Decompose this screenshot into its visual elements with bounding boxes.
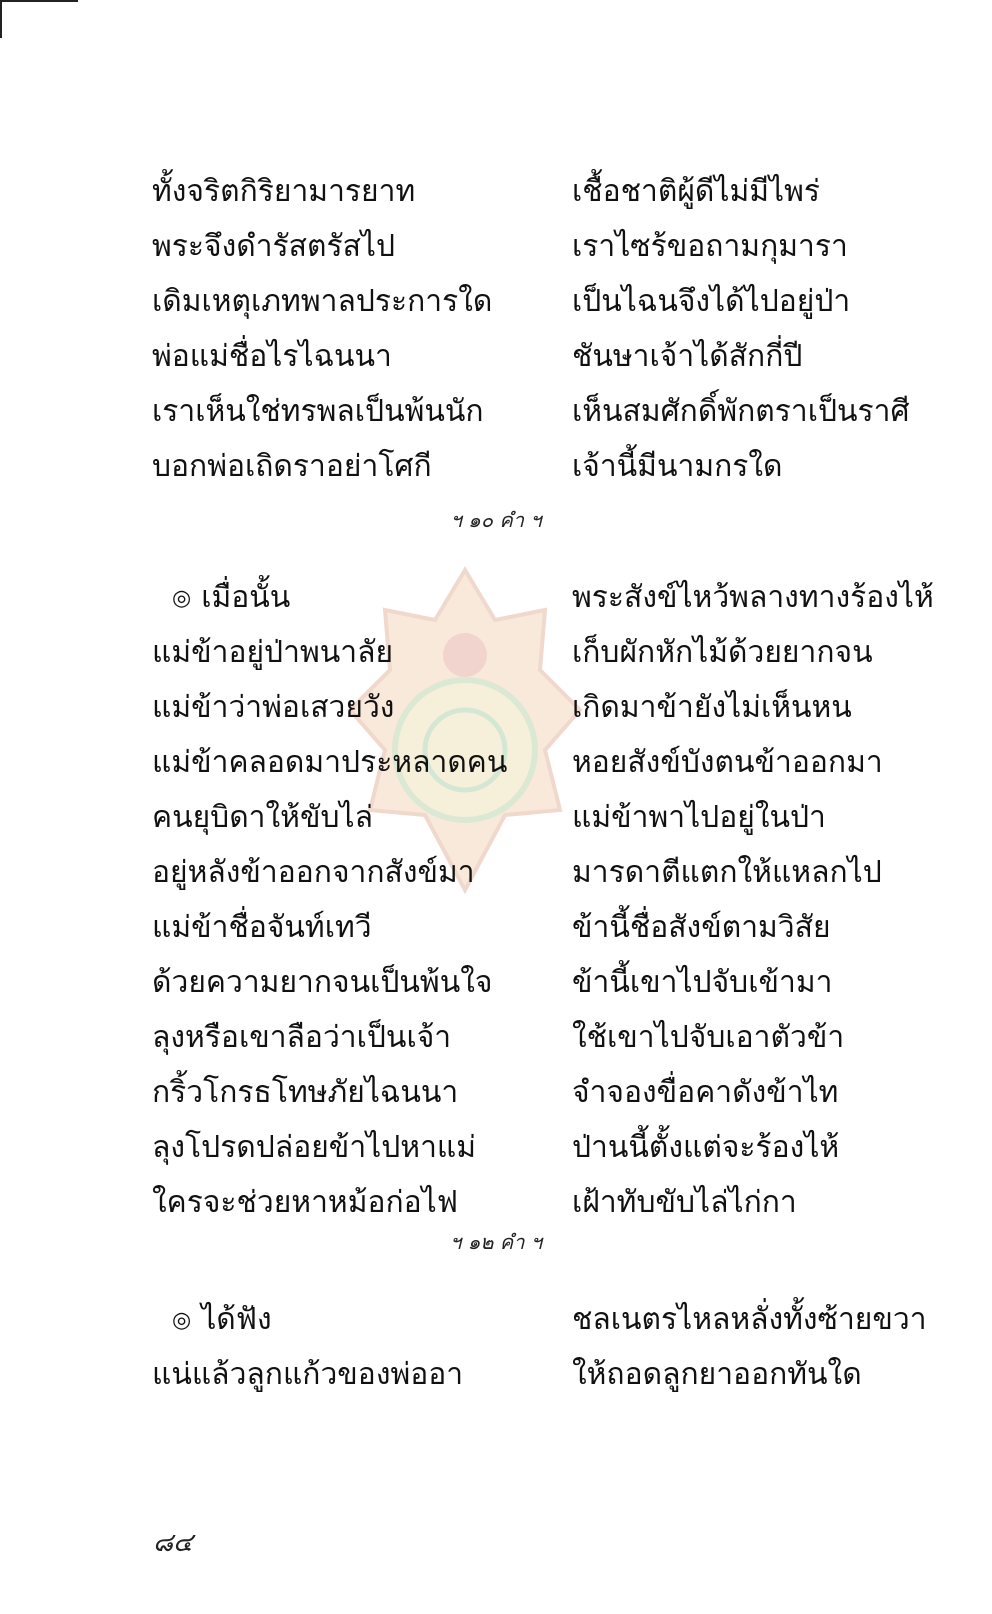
verse-opener bbox=[172, 1300, 272, 1341]
verse-right: มารดาตีแตกให้แหลกไป bbox=[572, 855, 882, 890]
opener-text: เมื่อนั้น bbox=[201, 580, 291, 615]
verse-line bbox=[0, 337, 992, 392]
verse-right: แม่ข้าพาไปอยู่ในป่า bbox=[572, 800, 826, 835]
verse-left: แม่ข้าว่าพ่อเสวยวัง bbox=[152, 690, 395, 725]
verse-left: บอกพ่อเถิดราอย่าโศกี bbox=[152, 449, 432, 484]
verse-line bbox=[0, 392, 992, 447]
verse-right: เจ้านี้มีนามกรใด bbox=[572, 449, 783, 484]
verse-right: ใช้เขาไปจับเอาตัวข้า bbox=[572, 1020, 845, 1055]
verse-right: เราไซร้ขอถามกุมารา bbox=[572, 229, 848, 264]
verse-line bbox=[0, 633, 992, 688]
verse-right: พระสังข์ไหว้พลางทางร้องไห้ bbox=[572, 580, 934, 615]
stanza-divider: ฯ ๑๐ คำ ฯ bbox=[450, 508, 542, 532]
verse-line bbox=[0, 798, 992, 853]
verse-line bbox=[0, 1128, 992, 1183]
verse-right: เก็บผักหักไม้ด้วยยากจน bbox=[572, 635, 873, 670]
verse-line bbox=[0, 447, 992, 502]
verse-right: ข้านี้เขาไปจับเข้ามา bbox=[572, 965, 833, 1000]
verse-line bbox=[0, 688, 992, 743]
verse-line bbox=[0, 743, 992, 798]
verse-line bbox=[0, 1355, 992, 1410]
verse-right: ชลเนตรไหลหลั่งทั้งซ้ายขวา bbox=[572, 1302, 927, 1337]
verse-line bbox=[0, 1073, 992, 1128]
verse-opener-line bbox=[0, 578, 992, 633]
verse-right: เห็นสมศักดิ์พักตราเป็นราศี bbox=[572, 394, 910, 429]
verse-left: เดิมเหตุเภทพาลประการใด bbox=[152, 284, 493, 319]
verse-right: ข้านี้ชื่อสังข์ตามวิสัย bbox=[572, 910, 831, 945]
verse-right: หอยสังข์บังตนข้าออกมา bbox=[572, 745, 883, 780]
verse-left: คนยุบิดาให้ขับไล่ bbox=[152, 800, 373, 835]
verse-left: อยู่หลังข้าออกจากสังข์มา bbox=[152, 855, 475, 890]
verse-right: เกิดมาข้ายังไม่เห็นหน bbox=[572, 690, 852, 725]
verse-opener-line bbox=[0, 1300, 992, 1355]
verse-left: ด้วยความยากจนเป็นพ้นใจ bbox=[152, 965, 493, 1000]
verse-right: ป่านนี้ตั้งแต่จะร้องไห้ bbox=[572, 1130, 840, 1165]
verse-right: เฝ้าทับขับไล่ไก่กา bbox=[572, 1185, 797, 1220]
verse-right: จำจองขื่อคาดังข้าไท bbox=[572, 1075, 839, 1110]
verse-line bbox=[0, 172, 992, 227]
verse-line bbox=[0, 227, 992, 282]
circle-mark-icon: ◎ bbox=[172, 1308, 192, 1333]
verse-left: พ่อแม่ชื่อไรไฉนนา bbox=[152, 339, 392, 374]
verse-left: ลุงหรือเขาลือว่าเป็นเจ้า bbox=[152, 1020, 452, 1055]
stanza-3 bbox=[0, 1300, 992, 1410]
verse-left: ลุงโปรดปล่อยข้าไปหาแม่ bbox=[152, 1130, 477, 1165]
verse-right: เป็นไฉนจึงได้ไปอยู่ป่า bbox=[572, 284, 851, 319]
verse-left: พระจึงดำรัสตรัสไป bbox=[152, 229, 396, 264]
stanza-1 bbox=[0, 172, 992, 502]
verse-right: ให้ถอดลูกยาออกทันใด bbox=[572, 1357, 862, 1392]
verse-opener bbox=[172, 578, 290, 619]
verse-right: เชื้อชาติผู้ดีไม่มีไพร่ bbox=[572, 174, 820, 209]
stanza-divider: ฯ ๑๒ คำ ฯ bbox=[449, 1230, 543, 1254]
verse-left: แม่ข้าชื่อจันท์เทวี bbox=[152, 910, 372, 945]
verse-left: กริ้วโกรธโทษภัยไฉนนา bbox=[152, 1075, 459, 1110]
stanza-2 bbox=[0, 578, 992, 1238]
verse-left: เราเห็นใช่ทรพลเป็นพ้นนัก bbox=[152, 394, 484, 429]
verse-line bbox=[0, 282, 992, 337]
verse-line bbox=[0, 1018, 992, 1073]
verse-left: แม่ข้าอยู่ป่าพนาลัย bbox=[152, 635, 394, 670]
verse-right: ชันษาเจ้าได้สักกี่ปี bbox=[572, 339, 803, 374]
verse-left: แม่ข้าคลอดมาประหลาดคน bbox=[152, 745, 508, 780]
circle-mark-icon: ◎ bbox=[172, 586, 192, 611]
verse-left: ทั้งจริตกิริยามารยาท bbox=[152, 174, 416, 209]
opener-text: ได้ฟัง bbox=[201, 1302, 272, 1337]
page-number: ๘๔ bbox=[153, 1528, 193, 1558]
verse-line bbox=[0, 908, 992, 963]
verse-left: แน่แล้วลูกแก้วของพ่ออา bbox=[152, 1357, 464, 1392]
verse-line bbox=[0, 853, 992, 908]
verse-left: ใครจะช่วยหาหม้อก่อไฟ bbox=[152, 1185, 459, 1220]
scan-corner-mark bbox=[0, 0, 78, 38]
verse-line bbox=[0, 963, 992, 1018]
